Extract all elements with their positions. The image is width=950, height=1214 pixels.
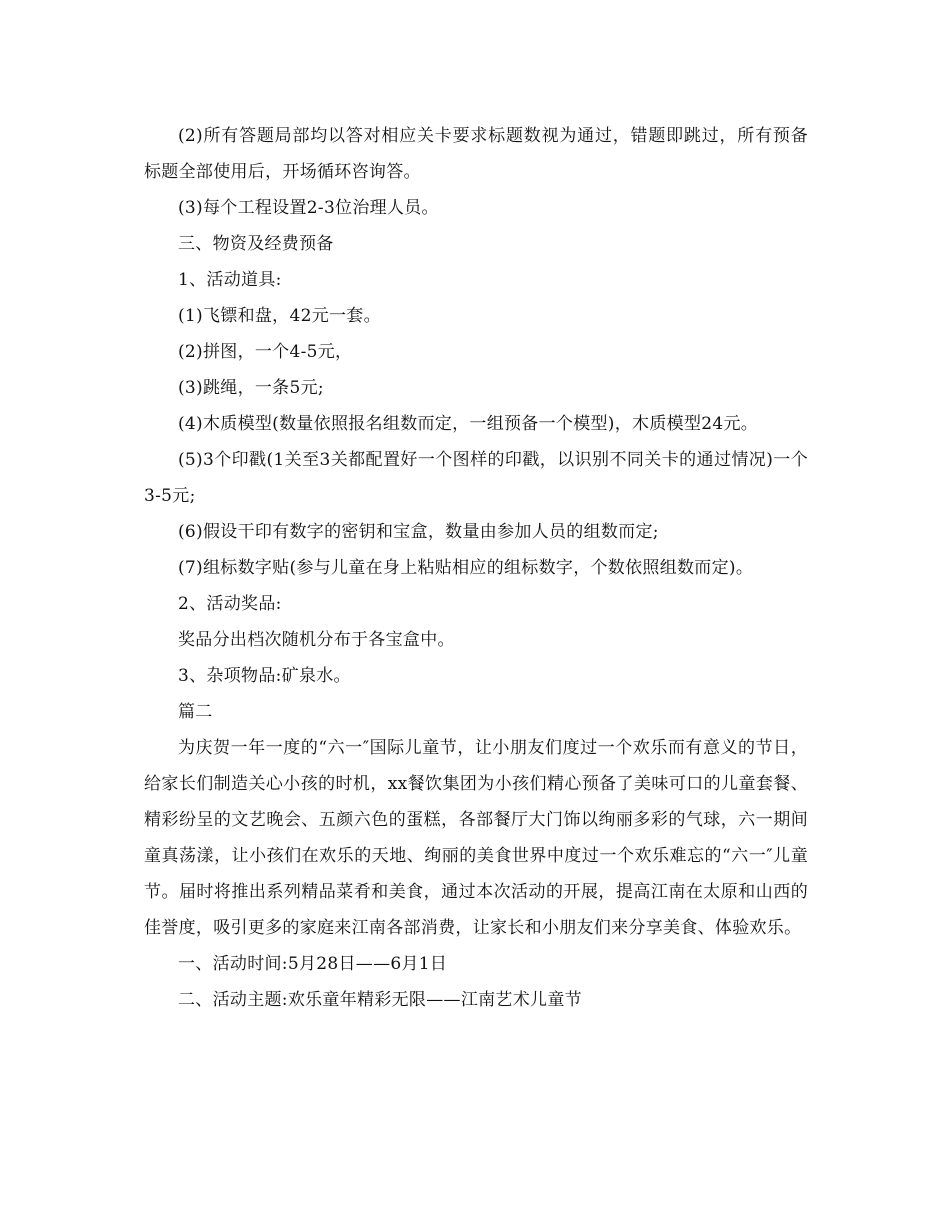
list-item-wooden-model: (4)木质模型(数量依照报名组数而定，一组预备一个模型)，木质模型24元。 bbox=[178, 414, 759, 434]
paragraph-prizes: 奖品分出档次随机分布于各宝盒中。 bbox=[178, 630, 455, 650]
paragraph-activity-time: 一、活动时间:5月28日——6月1日 bbox=[178, 954, 448, 974]
list-item-stamps: (5)3个印戳(1关至3关都配置好一个图样的印戳，以识别不同关卡的通过情况)一个3-5元; bbox=[144, 450, 808, 506]
section-heading-materials: 三、物资及经费预备 bbox=[178, 234, 334, 254]
subheading-props: 1、活动道具: bbox=[178, 270, 282, 290]
list-item-keys-boxes: (6)假设干印有数字的密钥和宝盒，数量由参加人员的组数而定; bbox=[178, 522, 659, 542]
paragraph-answer-rules: (2)所有答题局部均以答对相应关卡要求标题数视为通过，错题即跳过，所有预备标题全部使用后，开场循环咨询答。 bbox=[144, 126, 808, 182]
paragraph-activity-theme: 二、活动主题:欢乐童年精彩无限——江南艺术儿童节 bbox=[178, 990, 582, 1010]
list-item-number-stickers: (7)组标数字贴(参与儿童在身上粘贴相应的组标数字，个数依照组数而定)。 bbox=[178, 558, 754, 578]
paragraph-introduction: 为庆贺一年一度的“六一″国际儿童节，让小朋友们度过一个欢乐而有意义的节日，给家长们制造关心小孩的时机，xx餐饮集团为小孩们精心预备了美味可口的儿童套餐、精彩纷呈的文艺晚会、五颜六色的蛋糕，各部餐厅大门饰以绚丽多彩的气球，六一期间童真荡漾，让小孩们在欢乐的天地、绚丽的美食世界中度过一个欢乐难忘的“六一″儿童节。届时将推出系列精品菜肴和美食，通过本次活动的开展，提高江南在太原和山西的佳誉度，吸引更多的家庭来江南各部消费，让家长和小朋友们来分享美食、体验欢乐。 bbox=[144, 738, 808, 938]
paragraph-staff-setting: (3)每个工程设置2-3位治理人员。 bbox=[178, 198, 439, 218]
list-item-jump-rope: (3)跳绳，一条5元; bbox=[178, 378, 324, 398]
list-item-puzzle: (2)拼图，一个4-5元， bbox=[178, 342, 353, 362]
subheading-prizes: 2、活动奖品: bbox=[178, 594, 282, 614]
subheading-misc-items: 3、杂项物品:矿泉水。 bbox=[178, 666, 351, 686]
list-item-darts: (1)飞镖和盘，42元一套。 bbox=[178, 306, 381, 326]
document-body bbox=[144, 118, 808, 1018]
section-heading-part-two: 篇二 bbox=[178, 702, 213, 722]
